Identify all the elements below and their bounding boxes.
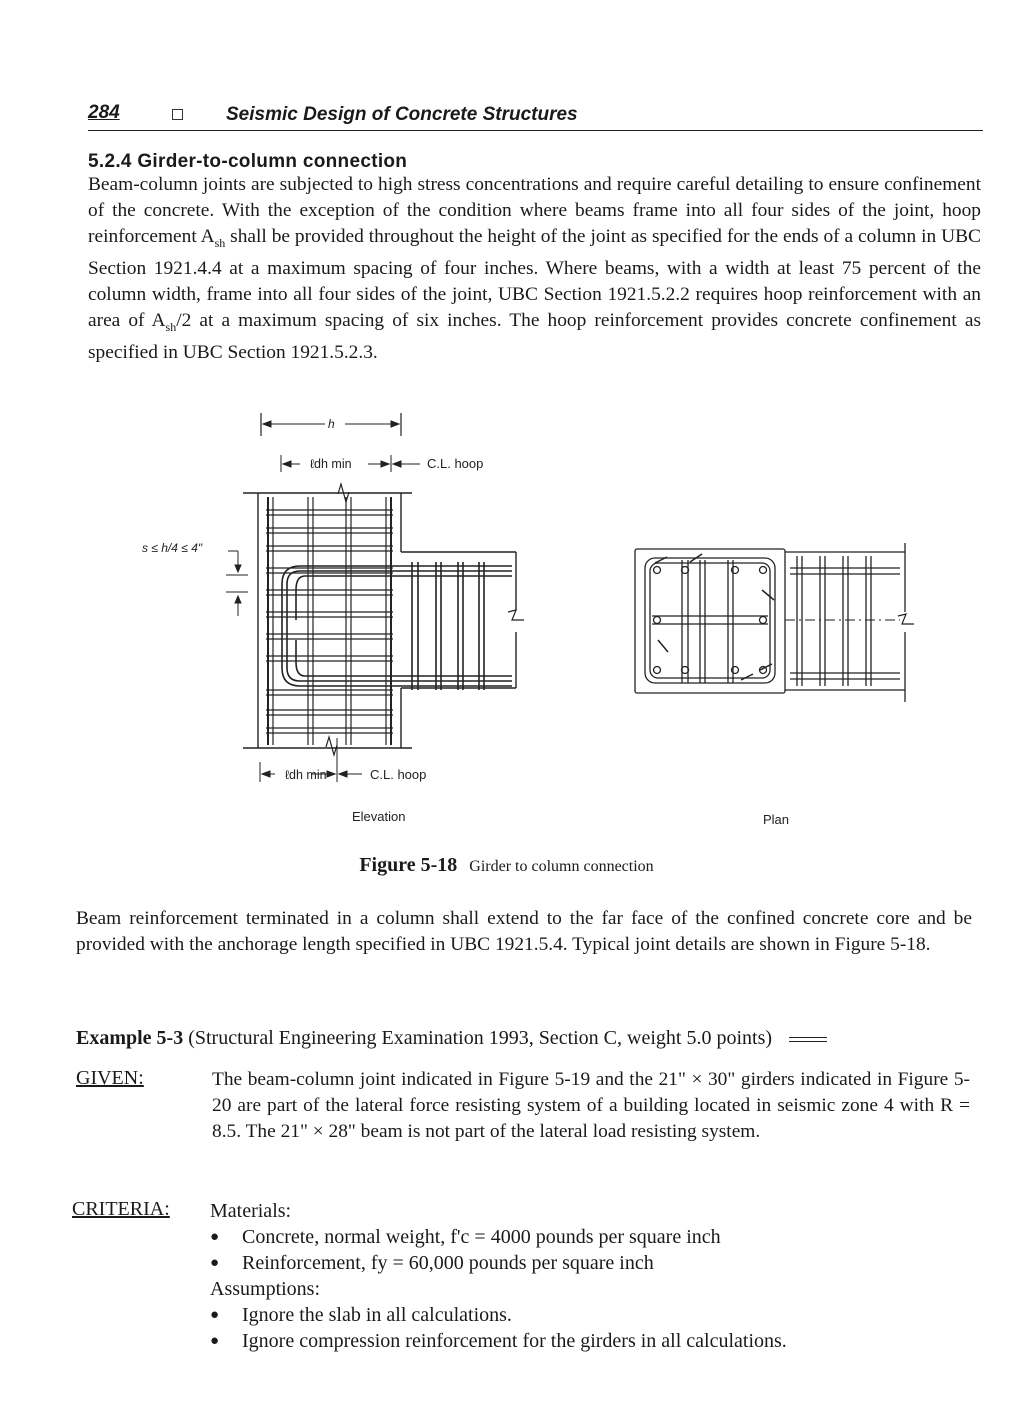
para1-text-b: shall be provided throughout the height of the joint as specified for the ends of a column in UBC Section 1921.4.4 at a maximum spacing of four inches. Where beams, with a width at least 75 percent of the column width, frame into all four sides of the joint, UBC Section 1921.5.2.2 requires hoop reinforcement with an area of A <box>88 226 981 331</box>
header-box-icon <box>172 109 183 120</box>
section-title: 5.2.4 Girder-to-column connection <box>88 151 408 172</box>
para1-subscript-2: sh <box>165 319 177 334</box>
section-paragraph <box>88 172 981 366</box>
plan-view <box>635 543 914 702</box>
para1-subscript-1: sh <box>214 235 226 250</box>
materials-item: ● Reinforcement, fy = 60,000 pounds per square inch <box>210 1250 970 1276</box>
page-number: 284 <box>88 102 120 123</box>
example-heading <box>76 1027 827 1050</box>
given-label: GIVEN: <box>76 1067 144 1089</box>
label-ldh-top: ℓdh min <box>310 457 352 471</box>
figure-caption <box>0 854 1013 877</box>
body-paragraph: Beam reinforcement terminated in a column shall extend to the far face of the confined concrete core and be provided with the anchorage length specified in UBC 1921.5.4. Typical joint details are shown in Figure 5-18. <box>76 908 972 955</box>
para1-text-a: Beam-column joints are subjected to high stress concentrations and require careful detailing to ensure confinement of the concrete. With the exception of the condition where beams frame into all four sides of the joint, hoop reinforcement A <box>88 174 981 247</box>
assumptions-label: Assumptions: <box>210 1278 321 1300</box>
criteria-label: CRITERIA: <box>72 1198 170 1220</box>
assumptions-item: ● Ignore compression reinforcement for the girders in all calculations. <box>210 1328 970 1354</box>
spacing-marker <box>226 551 248 616</box>
materials-item: ● Concrete, normal weight, f'c = 4000 pounds per square inch <box>210 1224 970 1250</box>
elevation-beam-bars <box>282 562 512 690</box>
label-clhoop-bottom: C.L. hoop <box>370 767 427 782</box>
example-label: Example 5-3 <box>76 1027 184 1049</box>
para1-text-c: /2 at a maximum spacing of six inches. The hoop reinforcement provides concrete confinement as specified in UBC Section 1921.5.2.3. <box>88 309 981 363</box>
label-ldh-bottom: ℓdh min <box>285 768 327 782</box>
dimension-h <box>261 413 401 436</box>
column-break-bottom <box>326 737 337 755</box>
materials-label: Materials: <box>210 1200 292 1222</box>
given-text: The beam-column joint indicated in Figure 5-19 and the 21" × 30" girders indicated in Figure 5-20 are part of the lateral force resisting system of a building located in seismic zone 4 with R = 8.5. The 21" × 28" beam is not part of the lateral load resisting system. <box>212 1069 970 1142</box>
label-clhoop-top: C.L. hoop <box>427 456 484 471</box>
label-spacing: s ≤ h/4 ≤ 4" <box>142 541 203 555</box>
dimension-ldh-top <box>281 455 483 472</box>
plan-label: Plan <box>763 812 790 827</box>
elevation-hoops <box>266 510 393 733</box>
elevation-label: Elevation <box>352 809 406 824</box>
book-title: Seismic Design of Concrete Structures <box>226 104 578 125</box>
running-header <box>88 100 983 131</box>
criteria-block <box>210 1198 970 1354</box>
assumptions-item: ● Ignore the slab in all calculations. <box>210 1302 970 1328</box>
joint-detail-figure <box>130 405 920 845</box>
figure-caption-text: Girder to column connection <box>469 858 654 875</box>
figure-number: Figure 5-18 <box>359 854 458 876</box>
example-rule <box>789 1037 827 1042</box>
label-h: h <box>328 417 335 431</box>
example-source: (Structural Engineering Examination 1993, Section C, weight 5.0 points) <box>188 1027 773 1049</box>
